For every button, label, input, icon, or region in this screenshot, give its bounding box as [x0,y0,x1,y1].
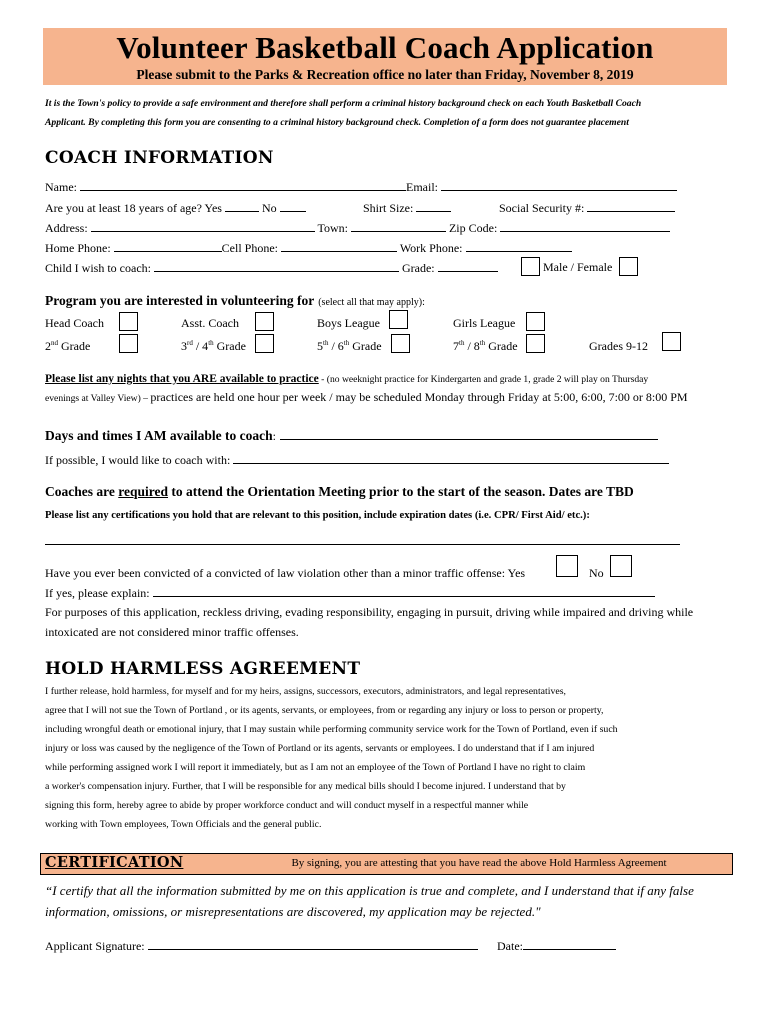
days-label: Days and times I AM available to coach [45,428,273,443]
grade-3-num: 3 [181,339,187,353]
conviction-yes-checkbox[interactable] [556,555,578,577]
zip-label: Zip Code: [448,221,498,235]
hold-harmless-heading: HOLD HARMLESS AGREEMENT [45,659,361,679]
grade-7-num: 7 [453,339,459,353]
grade-5-sup: th [323,339,329,347]
practice-schedule-note: practices are held one hour per week / may be scheduled Monday through Friday at 5:00, 6:00, 7:00 or 8:00 PM [150,390,688,404]
conviction-question: Have you ever been convicted of a convicted of law violation other than a minor traffic offense: Yes [45,566,526,580]
cell-phone-field[interactable] [281,240,397,252]
date-field[interactable] [523,938,616,950]
hold-harmless-line: I further release, hold harmless, for myself and for my heirs, assigns, successors, executors, administrators, and legal representatives, [45,686,566,697]
certify-statement-2: information, omissions, or misrepresentations are discovered, my application may be rejected." [45,904,541,919]
explain-field[interactable] [153,585,655,597]
nights-row-2 [45,388,688,406]
age-row [45,200,306,215]
email-label: Email: [406,180,438,194]
submission-deadline: Please submit to the Parks & Recreation office no later than Friday, November 8, 2019 [136,67,634,82]
hold-harmless-line: including wrongful death or emotional injury, that I may sustain while performing community service work for the Town of Portland, even if such [45,724,618,735]
gender-checkbox-male[interactable] [521,257,540,276]
grade-6-sup: th [343,339,350,347]
page-title: Volunteer Basketball Coach Application [116,30,654,65]
home-phone-field[interactable] [114,240,222,252]
hold-harmless-line: injury or loss was caused by the negligence of the Town of Portland or its agents, servants or employees. I do understand that if I am injured [45,743,595,754]
date-label: Date: [497,939,523,953]
nights-note: - (no weeknight practice for Kindergarten and grade 1, grade 2 will play on Thursday [318,374,649,385]
shirt-row [363,200,451,215]
certification-heading-cell [41,854,227,874]
grade-7-8-checkbox[interactable] [526,334,545,353]
shirt-size-label: Shirt Size: [363,201,414,215]
days-field[interactable] [280,428,658,440]
orientation-pre: Coaches are [45,484,119,499]
gender-checkbox-female[interactable] [619,257,638,276]
girls-league-checkbox[interactable] [526,312,545,331]
work-phone-label: Work Phone: [399,241,463,255]
grade-5-num: 5 [317,339,323,353]
grade-2-label [45,339,90,353]
address-label: Address: [45,221,88,235]
child-row [45,260,498,275]
purposes-line-2: intoxicated are not considered minor traffic offenses. [45,625,299,639]
grade-2-sup: nd [51,339,58,347]
grade-4-sup: th [208,339,214,347]
town-field[interactable] [351,220,446,232]
name-row [45,179,677,194]
grade-5-6-checkbox[interactable] [391,334,410,353]
explain-label: If yes, please explain: [45,586,150,600]
grade-7-8-label [453,339,518,353]
option-girls-league-label: Girls League [453,316,516,330]
signature-label: Applicant Signature: [45,939,145,953]
coach-with-label: If possible, I would like to coach with: [45,453,231,467]
policy-line-1: It is the Town's policy to provide a safe environment and therefore shall perform a criminal history background check on each Youth Basketball Coach [45,98,642,109]
grade-9-12-checkbox[interactable] [662,332,681,351]
grade-5-6-text: Grade [349,339,382,353]
grade-7-8-text: Grade [485,339,518,353]
address-row [45,220,670,235]
option-head-coach-label: Head Coach [45,316,104,330]
hold-harmless-line: a worker's compensation injury. Further, that I will be responsible for any medical bills should I become injured. I understand that by [45,781,566,792]
certifications-field[interactable] [45,532,680,545]
boys-league-checkbox[interactable] [389,310,408,329]
nights-label: Please list any nights that you ARE available to practice [45,373,319,385]
certification-heading: CERTIFICATION [45,854,184,871]
grade-2-text: Grade [58,339,91,353]
hold-harmless-line: working with Town employees, Town Officials and the general public. [45,819,322,830]
conviction-no-label: No [589,566,604,580]
days-colon: : [272,429,276,443]
grade-3-4-label [181,339,246,353]
hold-harmless-line: while performing assigned work I will report it immediately, but as I am not an employee of the Town of Portland I have no right to claim [45,762,586,773]
grade-5-6-label [317,339,382,353]
certification-note: By signing, you are attesting that you have read the above Hold Harmless Agreement [226,854,732,874]
phone-row [45,240,572,255]
grade-8-num: / 8 [464,339,480,353]
purposes-line-1: For purposes of this application, reckless driving, evading responsibility, engaging in pursuit, driving while impaired and driving while [45,605,694,619]
grade-3-sup: rd [187,339,193,347]
policy-line-2: Applicant. By completing this form you are consenting to a criminal history background check. Completion of a form does not guarantee placement [45,117,629,128]
option-asst-coach-label: Asst. Coach [181,316,239,330]
hold-harmless-line: agree that I will not sue the Town of Portland , or its agents, servants, or employees, from or regarding any injury or loss to person or property, [45,705,604,716]
email-field[interactable] [441,179,677,191]
signature-field[interactable] [148,938,478,950]
zip-field[interactable] [500,220,670,232]
grade-label: Grade: [401,261,435,275]
name-label: Name: [45,180,77,194]
hold-harmless-line: signing this form, hereby agree to abide by proper workforce conduct and will conduct myself in a respectful manner while [45,800,529,811]
grade-2-num: 2 [45,339,51,353]
work-phone-field[interactable] [466,240,572,252]
certification-bar [40,853,733,875]
grade-3-4-checkbox[interactable] [255,334,274,353]
grade-field[interactable] [438,260,498,272]
days-row [45,427,658,445]
certifications-label: Please list any certifications you hold that are relevant to this position, include expiration dates (i.e. CPR/ First Aid/ etc.): [45,510,590,521]
orientation-row [45,484,634,500]
signature-row [45,938,478,953]
child-field[interactable] [154,260,399,272]
grade-2-checkbox[interactable] [119,334,138,353]
certify-statement-1: “I certify that all the information submitted by me on this application is true and complete, and I understand that if any false [45,883,694,898]
coach-with-row [45,452,669,467]
coach-information-heading: COACH INFORMATION [45,148,274,168]
age-no-label: No [261,201,277,215]
child-label: Child I wish to coach: [45,261,151,275]
asst-coach-checkbox[interactable] [255,312,274,331]
explain-row [45,585,655,600]
ssn-field[interactable] [587,200,675,212]
grade-9-12-label: Grades 9-12 [589,339,648,353]
address-field[interactable] [91,220,315,232]
grade-7-sup: th [459,339,465,347]
town-label: Town: [317,221,348,235]
age-no-field[interactable] [280,200,306,212]
program-heading: Program you are interested in volunteering for [45,293,315,308]
cell-phone-label: Cell Phone: [221,241,279,255]
home-phone-label: Home Phone: [45,241,111,255]
program-heading-row [45,292,425,310]
program-note: (select all that may apply): [318,297,425,308]
nights-row [45,369,648,387]
name-field[interactable] [80,179,406,191]
option-boys-league-label: Boys League [317,316,380,330]
nights-note-2: evenings at Valley View) – [45,393,151,404]
age-question: Are you at least 18 years of age? Yes [45,201,222,215]
grade-6-num: / 6 [328,339,344,353]
ssn-row [499,200,675,215]
grade-4-num: / 4 [192,339,209,353]
coach-with-field[interactable] [233,452,669,464]
date-row [497,938,616,953]
title-banner [43,28,727,85]
grade-3-4-text: Grade [213,339,246,353]
shirt-size-field[interactable] [416,200,451,212]
conviction-no-checkbox[interactable] [610,555,632,577]
orientation-post: to attend the Orientation Meeting prior to the start of the season. Dates are TBD [168,484,634,499]
required-text: required [118,484,169,499]
head-coach-checkbox[interactable] [119,312,138,331]
grade-8-sup: th [479,339,486,347]
age-yes-field[interactable] [225,200,259,212]
ssn-label: Social Security #: [499,201,585,215]
gender-label: Male / Female [543,260,613,274]
